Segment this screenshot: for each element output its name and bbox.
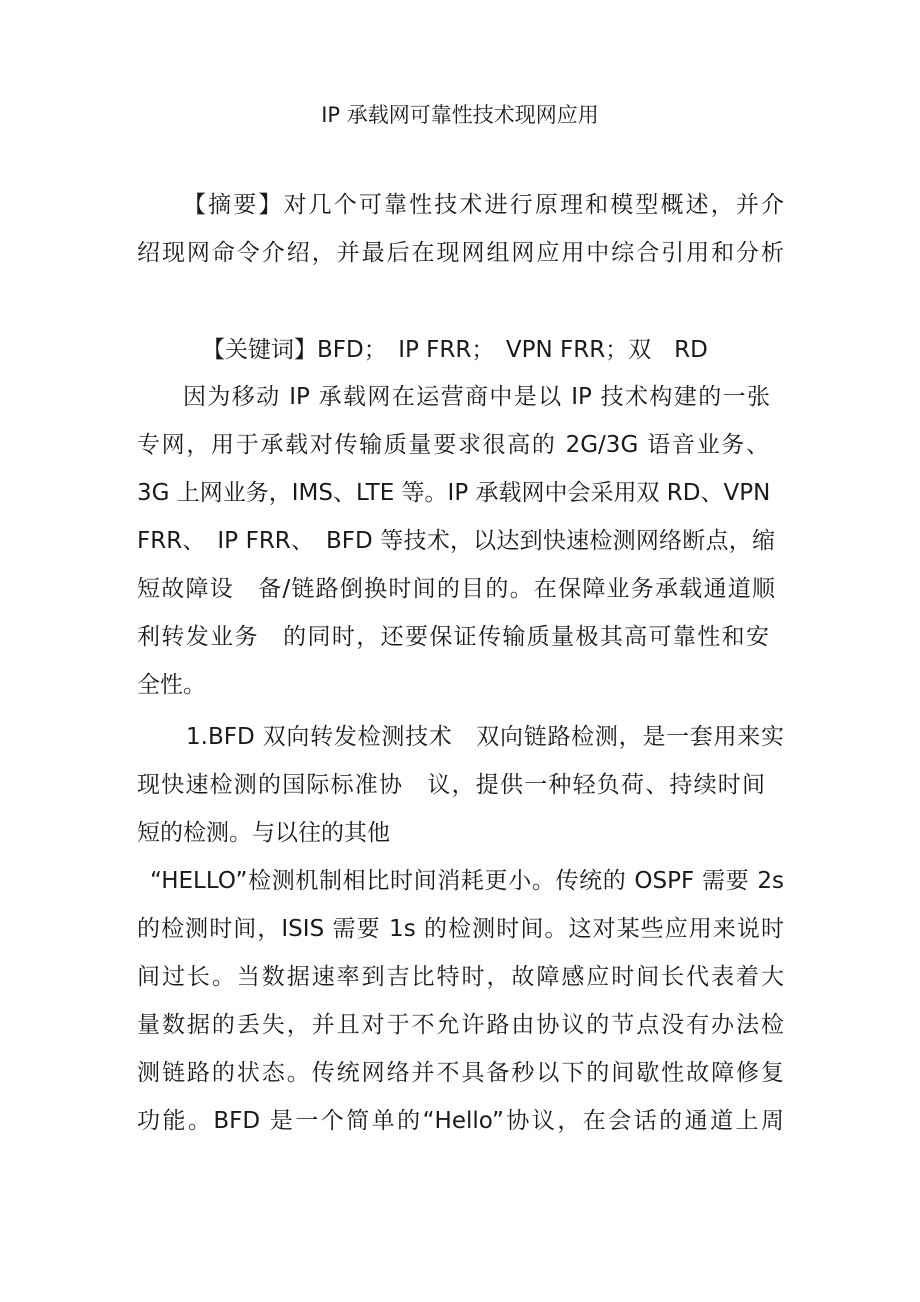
abstract-line-1: 【摘要】对几个可靠性技术进行原理和模型概述，并介 bbox=[183, 192, 784, 218]
section1-line-8: 测链路的状态。传统网络并不具备秒以下的间歇性故障修复 bbox=[137, 1060, 784, 1086]
intro-line-6: 利转发业务 的同时，还要保证传输质量极其高可靠性和安 bbox=[137, 624, 769, 650]
section1-line-9: 功能。BFD 是一个简单的“Hello”协议，在会话的通道上周 bbox=[137, 1108, 784, 1134]
section1-line-1: 1.BFD 双向转发检测技术 双向链路检测，是一套用来实 bbox=[186, 724, 784, 750]
intro-line-5: 短故障设 备/链路倒换时间的目的。在保障业务承载通道顺 bbox=[137, 576, 775, 602]
section1-line-6: 间过长。当数据速率到吉比特时，故障感应时间长代表着大 bbox=[137, 964, 784, 990]
section1-line-7: 量数据的丢失，并且对于不允许路由协议的节点没有办法检 bbox=[137, 1012, 784, 1038]
intro-line-4: FRR、 IP FRR、 BFD 等技术，以达到快速检测网络断点，缩 bbox=[137, 528, 775, 554]
abstract-line-2: 绍现网命令介绍，并最后在现网组网应用中综合引用和分析 bbox=[137, 240, 784, 266]
section1-line-2: 现快速检测的国际标准协 议，提供一种轻负荷、持续时间 bbox=[137, 772, 765, 798]
intro-line-7: 全性。 bbox=[137, 672, 206, 698]
intro-line-2: 专网，用于承载对传输质量要求很高的 2G/3G 语音业务、 bbox=[137, 432, 769, 458]
section1-line-4: “HELLO”检测机制相比时间消耗更小。传统的 OSPF 需要 2s bbox=[150, 868, 784, 894]
section1-line-3: 短的检测。与以往的其他 bbox=[137, 820, 390, 846]
intro-line-1: 因为移动 IP 承载网在运营商中是以 IP 技术构建的一张 bbox=[183, 384, 770, 410]
document-title: IP 承载网可靠性技术现网应用 bbox=[321, 103, 599, 127]
intro-line-3: 3G 上网业务，IMS、LTE 等。IP 承载网中会采用双 RD、VPN bbox=[137, 480, 771, 506]
keywords-line: 【关键词】BFD； IP FRR； VPN FRR；双 RD bbox=[202, 337, 708, 363]
section1-line-5: 的检测时间，ISIS 需要 1s 的检测时间。这对某些应用来说时 bbox=[137, 916, 784, 942]
